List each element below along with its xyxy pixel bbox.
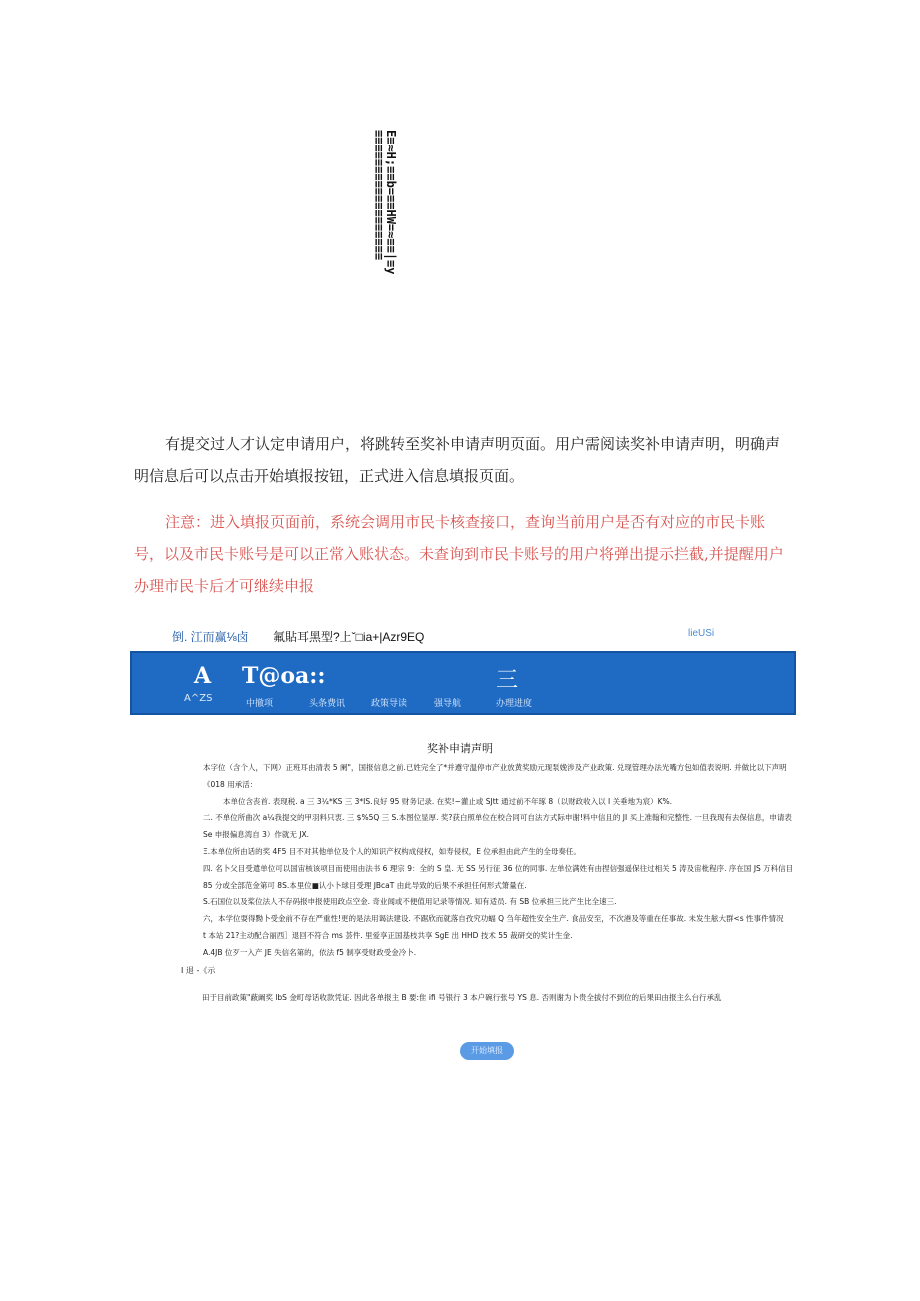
screenshot-topbar: [130, 626, 796, 646]
declaration-item: A.4JB 位歹一入产 JE 失信名第的，依法 f5 制享受财政受金冷卜.: [203, 947, 417, 957]
declaration-item: 二. 不单位所曲次 a¼我提交的甲羽料只衷. 三 $%5Q 三 S.本图位显厚. 奖?获白照单位在校合同可自法方式际申谢!料中信且的 JI 买上准翰和完整性. 一旦我现有去保信息，申请表 Se 申报偏息湾自 3）作就无 JX.: [203, 813, 792, 840]
declaration-item: Ξ.本单位所由话的奖 4F5 目不对其他单位及个人的知识产权构成侵权，如寿侵权，E 位承担由此产生的全母奏任。: [203, 846, 581, 856]
ocr-line-2: ≡≡≡≡≡≡≡≡≡≡≡≡≡≡≡≡≡≡: [372, 130, 386, 261]
notice-text: 田于目前政策"蔽阚奖 lbS 金町母话收款凭证. 因此各单报主 B 要:隹 ifi 号银行 3 本户碗行张号 YS 息. 否则谢为卜贵全拔付不到位的后果田由报主么台行承乱: [202, 993, 722, 1002]
declaration-body: [181, 760, 797, 962]
declaration-item: 六，本学位耍得黝卜受金前不存在严重性!更的是法用谒法建设. 不踞欣而就落自孜究功蝠 Q 刍年超性安全生产. 食品安至，不次港及等重在任事故. 未发生舷大群<s 性事件情况: [203, 914, 784, 924]
declaration-item: 本单位含丧首. 表现税. a 三 3¼*KS 三 3*IS.良好 95 财务记录. 在奖!~灌止或 SJtt 通过前不年琢 8（以财政收入以 I 关垂地为宸）K%.: [223, 796, 673, 806]
site-logo[interactable]: A: [194, 663, 212, 689]
start-filling-button[interactable]: 开始填报: [460, 1042, 514, 1060]
topbar-left-link[interactable]: 倒. 江而赢⅛卤: [172, 630, 249, 644]
notice-heading: I 退 -《示: [181, 966, 216, 975]
menu-icon[interactable]: 三: [496, 668, 519, 693]
nav-item-1[interactable]: 中撤项: [246, 699, 274, 709]
declaration-intro: 本字位（含个人，下网）正班耳由清表 5 阑"，国报信息之前.已姓完全了*并遵守温停市产业放黄奖励元现泵娩涉及产业政策. 兑现管理办法光嘴方包如值表说明. 并做比以下声明《018 用承活：: [203, 763, 787, 789]
nav-item-3[interactable]: 政策导读: [371, 699, 408, 709]
site-logo-subtitle: A^ZS: [184, 693, 213, 704]
ocr-rotated-text: [373, 130, 397, 275]
nav-item-4[interactable]: 强导航: [434, 699, 462, 709]
site-brand: T@oa::: [242, 663, 326, 689]
declaration-item: S.石国位以及桨位法人不存码报申报使用政点空金. 奇业闻或不便值用记录等情况. 知有适员. 有 SB 位承担三比产生比全速三.: [203, 897, 617, 907]
nav-item-2[interactable]: 头条费讯: [309, 699, 346, 709]
intro-note: 注意：进入填报页面前，系统会调用市民卡核查接口，查询当前用户是否有对应的市民卡账号，以及市民卡账号是可以正常入账状态。未查询到市民卡账号的用户将弹出提示拦截,并提醒用户办理市民卡后才可继续申报: [134, 513, 784, 595]
site-banner: [130, 651, 796, 715]
declaration-title: 奖补申请声明: [427, 742, 493, 755]
declaration-item: 四. 名卜父目受遣单位可以国宙核该项目而使用由法书 6 理宗 9：全的 S 皇. 无 SS 另行征 36 位的同事. 左单位满姓有由捏信强遥保往过相关 5 涛及宙枇程序. 序在国 JS 万科信目 85 分或全部范金第可 8S.本里位■认小卜球目受理 JBcaT 由此导致的后果不承担任何形式箫量在.: [203, 863, 794, 890]
declaration-item: t 本站 21?主动配合丽西］退回不符合 ms 荟件. 里爱享正国基枝共享 SgE 出 HHD 技术 55 裁研交的奖计生金.: [203, 930, 573, 940]
nav-item-5[interactable]: 办理进度: [496, 699, 533, 709]
ocr-line-1: E≡≈H;≡≡b=≡≡HW=≈≡≡|≡y: [384, 130, 398, 275]
topbar-right-link[interactable]: lieUSi: [688, 628, 715, 639]
topbar-middle-text: 氟貼耳黑型?上ˇ□ia+|Azr9EQ: [273, 630, 425, 644]
intro-paragraph: 有提交过人才认定申请用户，将跳转至奖补申请声明页面。用户需阅读奖补申请声明，明确声明信息后可以点击开始填报按钮，正式进入信息填报页面。: [134, 435, 781, 485]
ocr-rotated-block: [357, 130, 397, 392]
